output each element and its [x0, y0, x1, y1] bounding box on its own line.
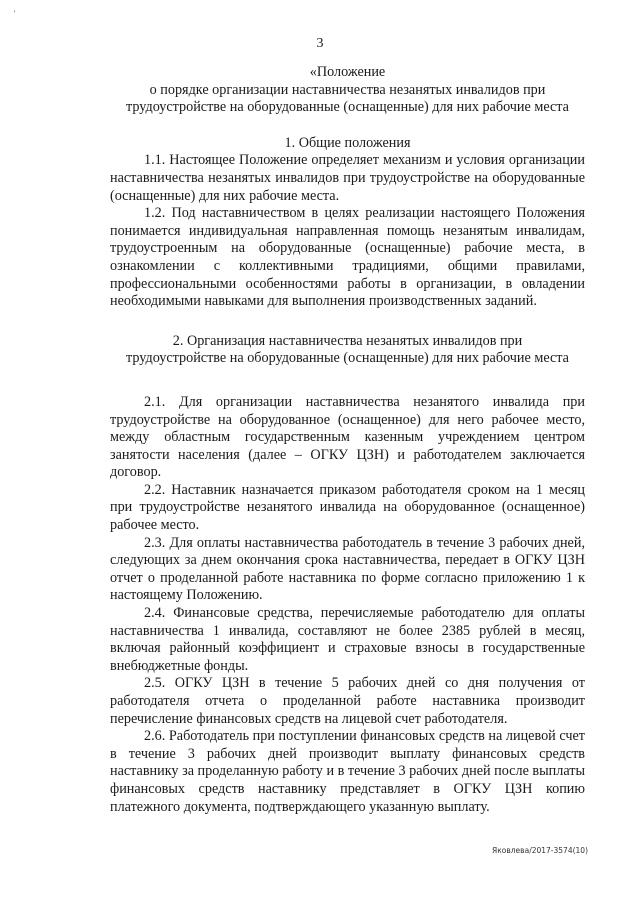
document-body — [110, 64, 585, 816]
section1-heading: 1. Общие положения — [284, 134, 411, 151]
document-subtitle-line1: о порядке организации наставничества незанятых инвалидов при — [149, 81, 546, 98]
page-number: 3 — [316, 36, 324, 51]
footer-document-code: Яковлева/2017-3574(10) — [492, 846, 588, 855]
document-title: «Положение — [309, 64, 386, 80]
document-subtitle-line2: трудоустройстве на оборудованные (оснащенные) для них рабочие места — [126, 99, 569, 116]
section2-heading-line2: трудоустройстве на оборудованные (оснащенные) для них рабочие места — [126, 350, 569, 367]
scan-mark: ' — [14, 9, 16, 18]
paragraph-2-4: 2.4. Финансовые средства, перечисляемые работодателю для оплаты наставничества 1 инвалида, составляют не более 2385 рублей в месяц, включая районный коэффициент и страховые взносы в государственные внебюджетные фонды. — [110, 605, 585, 674]
paragraph-2-2: 2.2. Наставник назначается приказом работодателя сроком на 1 месяц при трудоустройстве незанятого инвалида на оборудованное (оснащенное) рабочее место. — [110, 481, 585, 534]
paragraph-2-5: 2.5. ОГКУ ЦЗН в течение 5 рабочих дней со дня получения от работодателя отчета о проделанной работе наставника производит перечисление финансовых средств на лицевой счет работодателя. — [110, 675, 585, 727]
paragraph-1-1: 1.1. Настоящее Положение определяет механизм и условия организации наставничества незанятых инвалидов при трудоустройстве на оборудованные (оснащенные) для них рабочие места. — [110, 152, 585, 204]
paragraph-2-3: 2.3. Для оплаты наставничества работодатель в течение 3 рабочих дней, следующих за днем окончания срока наставничества, передает в ОГКУ ЦЗН отчет о проделанной работе наставника по форме согласно приложению 1 к настоящему Положению. — [110, 534, 585, 604]
paragraph-2-6: 2.6. Работодатель при поступлении финансовых средств на лицевой счет в течение 3 рабочих дней производит выплату финансовых средств наставнику за проделанную работу и в течение 3 рабочих дней после выплаты финансовых средств наставнику представляет в ОГКУ ЦЗН копию платежного документа, подтверждающего указанную выплату. — [110, 728, 585, 815]
section2-heading-line1: 2. Организация наставничества незанятых инвалидов при — [172, 332, 523, 349]
paragraph-1-2: 1.2. Под наставничеством в целях реализации настоящего Положения понимается индивидуальная направленная помощь незанятым инвалидам, трудоустроенным на оборудованные (оснащенные) рабочие места, в ознакомлении с коллективными традициями, общими правилами, профессиональными особенностями работы в организации, в овладении необходимыми навыками для выполнения производственных заданий. — [110, 205, 585, 310]
paragraph-2-1: 2.1. Для организации наставничества незанятого инвалида при трудоустройстве на оборудованное (оснащенное) для него рабочее место, между областным государственным казенным учреждением центром занятости населения (далее – ОГКУ ЦЗН) и работодателем заключается договор. — [110, 393, 585, 481]
